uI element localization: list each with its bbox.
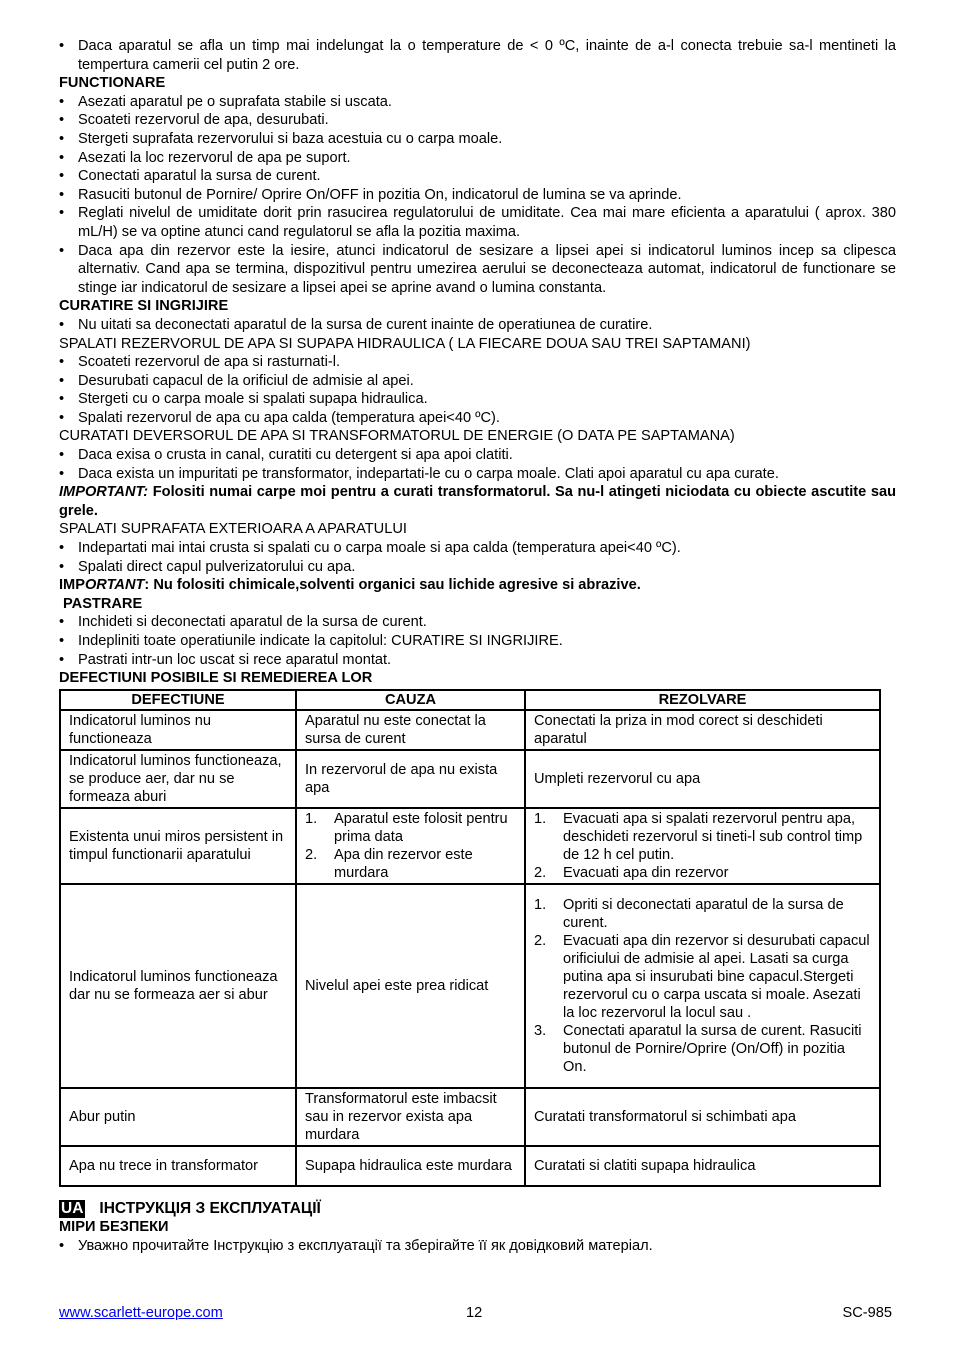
column-header: REZOLVARE: [525, 690, 880, 710]
important-label: IMPORTANT:: [59, 484, 149, 501]
cause-cell: Supapa hidraulica este murdara: [296, 1146, 525, 1186]
ua-section-title: [59, 1200, 896, 1219]
list-item: • Desurubati capacul de la orificiul de admisie al apei.: [59, 372, 896, 391]
fix-cell: Umpleti rezervorul cu apa: [525, 750, 880, 808]
model-number: SC-985: [842, 1305, 892, 1321]
footer: [59, 1304, 892, 1324]
list-item: • Pastrati intr-un loc uscat si rece aparatul montat.: [59, 651, 896, 670]
list-item: • Asezati la loc rezervorul de apa pe suport.: [59, 149, 896, 168]
cause-cell: Aparatul nu este conectat la sursa de curent: [296, 710, 525, 750]
list-item: 2. Apa din rezervor este murdara: [305, 846, 473, 881]
fix-list: [534, 896, 872, 1076]
table-row: [60, 1146, 880, 1186]
list-item: • Indepartati mai intai crusta si spalati cu o carpa moale si apa calda (temperatura apei<40 ºC).: [59, 539, 896, 558]
defect-cell: Indicatorul luminos functioneaza, se produce aer, dar nu se formeaza aburi: [60, 750, 296, 808]
fix-list: [534, 810, 872, 882]
list-item: 2. Evacuati apa din rezervor: [534, 864, 729, 881]
important-note: [59, 483, 896, 520]
ua-safety-title: МІРИ БЕЗПЕКИ: [59, 1219, 169, 1236]
section-title-functionare: FUNCTIONARE: [59, 75, 166, 92]
subsection-title: CURATATI DEVERSORUL DE APA SI TRANSFORMATORUL DE ENERGIE (O DATA PE SAPTAMANA): [59, 428, 735, 445]
table-row: [60, 884, 880, 1088]
list-item: • Reglati nivelul de umiditate dorit prin rasucirea regulatorului de umiditate. Cea mai mare eficienta a aparatului ( aprox. 380 mL/H) se va optine atunci cand regulatorul se afla la pozitia maxima.: [59, 204, 896, 241]
defect-cell: Indicatorul luminos nu functioneaza: [60, 710, 296, 750]
defect-cell: Abur putin: [60, 1088, 296, 1146]
cause-cell: In rezervorul de apa nu exista apa: [296, 750, 525, 808]
list-item: • Rasuciti butonul de Pornire/ Oprire On/OFF in pozitia On, indicatorul de lumina se va aprinde.: [59, 186, 896, 205]
list-item: • Stergeti suprafata rezervorului si baza acestuia cu o carpa moale.: [59, 130, 896, 149]
cause-list: [305, 810, 517, 882]
list-item: • Spalati direct capul pulverizatorului cu apa.: [59, 558, 896, 577]
important-text: Folositi numai carpe moi pentru a curati transformatorul. Sa nu-l atingeti niciodata cu obiecte ascutite sau grele.: [59, 484, 896, 519]
cause-cell: Nivelul apei este prea ridicat: [296, 884, 525, 1088]
table-header-row: [60, 690, 880, 710]
defect-cell: Apa nu trece in transformator: [60, 1146, 296, 1186]
list-item: • Scoateti rezervorul de apa si rasturnati-l.: [59, 353, 896, 372]
list-item: • Asezati aparatul pe o suprafata stabile si uscata.: [59, 93, 896, 112]
fix-cell: [525, 884, 880, 1088]
table-row: [60, 750, 880, 808]
functionare-list: [59, 93, 896, 298]
list-item: • Уважно прочитайте Інструкцію з експлуатації та зберігайте її як довідковий матеріал.: [59, 1237, 896, 1256]
list-item: • Conectati aparatul la sursa de curent.: [59, 167, 896, 186]
list-item: • Nu uitati sa deconectati aparatul de la sursa de curent inainte de operatiunea de curatire.: [59, 316, 896, 335]
fix-cell: Curatati transformatorul si schimbati apa: [525, 1088, 880, 1146]
list-item: 1. Evacuati apa si spalati rezervorul pentru apa, deschideti rezervorul si tineti-l sub control timp de 12 h cel putin.: [534, 810, 863, 863]
website-link[interactable]: www.scarlett-europe.com: [59, 1305, 223, 1321]
subsection-title: SPALATI SUPRAFATA EXTERIOARA A APARATULUI: [59, 521, 407, 538]
important-note: [59, 576, 896, 595]
defect-cell: Existenta unui miros persistent in timpul functionarii aparatului: [60, 808, 296, 884]
section-title-defects: DEFECTIUNI POSIBILE SI REMEDIEREA LOR: [59, 670, 373, 687]
page-number: 12: [466, 1305, 483, 1321]
list-item: • Inchideti si deconectati aparatul de la sursa de curent.: [59, 613, 896, 632]
cause-cell: [296, 808, 525, 884]
column-header: CAUZA: [296, 690, 525, 710]
important-label-b: ORTANT: [84, 577, 145, 594]
important-label-a: IMP: [59, 577, 85, 594]
table-row: [60, 710, 880, 750]
list-item: 1. Aparatul este folosit pentru prima data: [305, 810, 508, 845]
list-item: • Stergeti cu o carpa moale si spalati supapa hidraulica.: [59, 390, 896, 409]
table-row: [60, 808, 880, 884]
list-item: • Scoateti rezervorul de apa, desurubati.: [59, 111, 896, 130]
section-title-curatire: CURATIRE SI INGRIJIRE: [59, 298, 229, 315]
column-header: DEFECTIUNE: [60, 690, 296, 710]
list-item: 2. Evacuati apa din rezervor si desurubati capacul orificiului de admisie al apei. Lasati sa curga putina apa si insurubati bine capacul.Stergeti rezervorul cu o carpa uscata si moale. Asezati la loc rezervorul la locul sau .: [534, 932, 870, 1021]
list-item: • Daca exisa o crusta in canal, curatiti cu detergent si apa apoi clatiti.: [59, 446, 896, 465]
list-item: 1. Opriti si deconectati aparatul de la sursa de curent.: [534, 896, 844, 931]
list-item: • Spalati rezervorul de apa cu apa calda (temperatura apei<40 ºC).: [59, 409, 896, 428]
important-text: : Nu folositi chimicale,solventi organici sau lichide agresive si abrazive.: [144, 577, 641, 594]
defects-table: [59, 689, 881, 1187]
list-item: • Daca exista un impuritati pe transformator, indepartati-le cu o carpa moale. Clati apoi aparatul cu apa curate.: [59, 465, 896, 484]
fix-cell: Curatati si clatiti supapa hidraulica: [525, 1146, 880, 1186]
language-badge: UA: [61, 1200, 84, 1218]
list-item: • Daca aparatul se afla un timp mai indelungat la o temperature de < 0 ºC, inainte de a-l conecta trebuie sa-l mentineti la tempertura camerii cel putin 2 ore.: [59, 37, 896, 74]
fix-cell: Conectati la priza in mod corect si deschideti aparatul: [525, 710, 880, 750]
page-content: [59, 37, 896, 1256]
list-item: • Indepliniti toate operatiunile indicate la capitolul: CURATIRE SI INGRIJIRE.: [59, 632, 896, 651]
fix-cell: [525, 808, 880, 884]
cause-cell: Transformatorul este imbacsit sau in rezervor exista apa murdara: [296, 1088, 525, 1146]
defect-cell: Indicatorul luminos functioneaza dar nu se formeaza aer si abur: [60, 884, 296, 1088]
section-title-pastrare: PASTRARE: [63, 595, 143, 612]
list-item: 3. Conectati aparatul la sursa de curent. Rasuciti butonul de Pornire/Oprire (On/Off) in pozitia On.: [534, 1022, 862, 1075]
table-row: [60, 1088, 880, 1146]
ua-title-text: ІНСТРУКЦІЯ З ЕКСПЛУАТАЦІЇ: [99, 1199, 321, 1217]
list-item: • Daca apa din rezervor este la iesire, atunci indicatorul de sesizare a lipsei apei si indicatorul luminos incep sa clipesca alternativ. Cand apa se termina, dispozitivul pentru umezirea aerului se deconecteaza automat, indicatorul de functionare se stinge iar indicatorul de sesizare a lipsei apei se aprine avand o lumina constanta.: [59, 242, 896, 298]
subsection-title: SPALATI REZERVORUL DE APA SI SUPAPA HIDRAULICA ( LA FIECARE DOUA SAU TREI SAPTAMANI): [59, 335, 751, 352]
